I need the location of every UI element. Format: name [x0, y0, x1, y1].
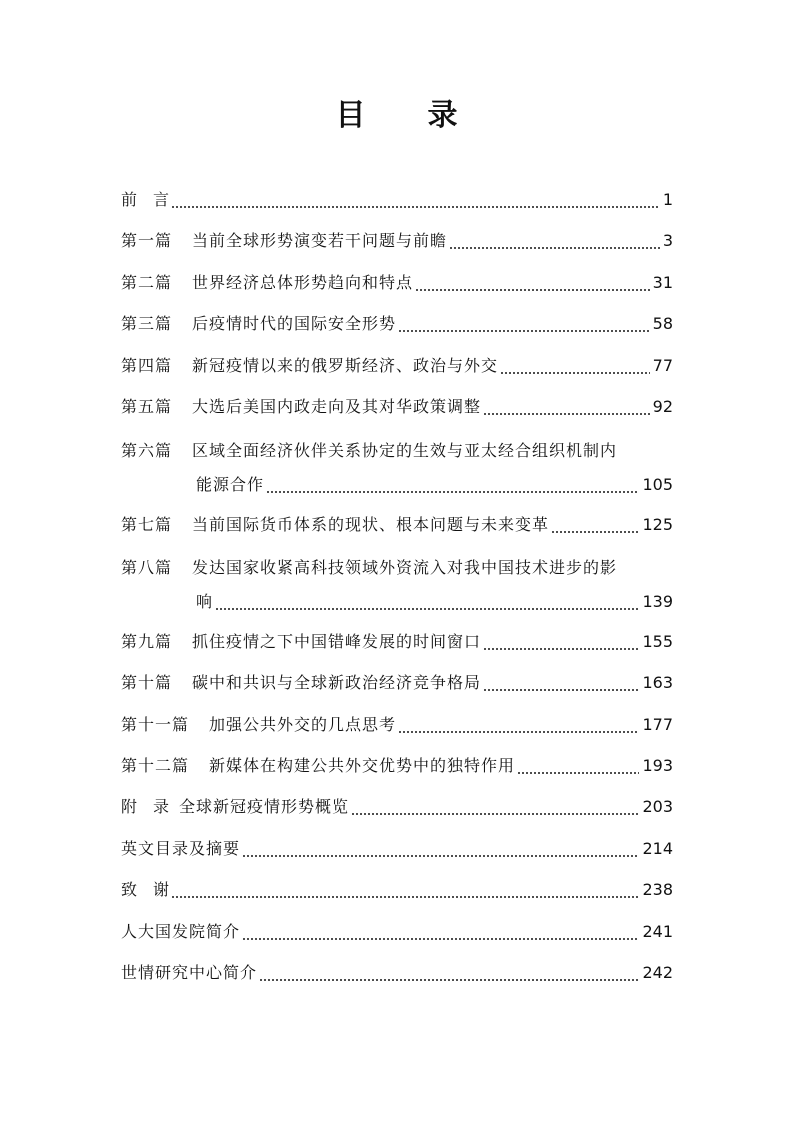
dot-leader — [415, 289, 650, 291]
entry-label: 第六篇 — [121, 440, 173, 460]
toc-entry-8[interactable] — [121, 546, 673, 626]
toc-entry-3[interactable] — [121, 304, 673, 344]
toc-entry-12[interactable] — [121, 746, 673, 786]
entry-page-number: 193 — [642, 756, 673, 775]
toc-entry-11[interactable] — [121, 705, 673, 745]
dot-leader — [259, 979, 639, 981]
dot-leader — [449, 247, 660, 249]
entry-page-number: 92 — [652, 397, 673, 416]
entry-page-number: 155 — [642, 632, 673, 651]
entry-page-number: 214 — [642, 839, 673, 858]
entry-page-number: 58 — [652, 314, 673, 333]
toc-entry-4[interactable] — [121, 346, 673, 386]
toc-entry-10[interactable] — [121, 663, 673, 703]
entry-title-line-2: 能源合作 — [196, 475, 265, 494]
dot-leader — [266, 491, 639, 493]
title-char-2: 录 — [427, 98, 458, 133]
dot-leader — [500, 372, 650, 374]
dot-leader — [551, 531, 639, 533]
dot-leader — [398, 731, 639, 733]
entry-label: 致 谢 — [121, 880, 170, 899]
entry-page-number: 139 — [642, 592, 673, 611]
entry-title: 碳中和共识与全球新政治经济竞争格局 — [192, 673, 482, 692]
entry-label: 第一篇 — [121, 231, 173, 250]
entry-label: 第三篇 — [121, 314, 173, 333]
entry-page-number: 203 — [642, 797, 673, 816]
title-char-1: 目 — [335, 98, 366, 133]
entry-page-number: 3 — [662, 231, 673, 250]
entry-page-number: 125 — [642, 515, 673, 534]
toc-entry-appendix[interactable] — [121, 787, 673, 827]
entry-label: 第十篇 — [121, 673, 173, 692]
entry-label: 第四篇 — [121, 356, 173, 375]
entry-title-line-1: 发达国家收紧高科技领域外资流入对我中国技术进步的影 — [192, 557, 618, 577]
entry-label: 第二篇 — [121, 273, 173, 292]
entry-title-line-2: 响 — [196, 592, 214, 611]
entry-title: 后疫情时代的国际安全形势 — [192, 314, 397, 333]
entry-title: 新冠疫情以来的俄罗斯经济、政治与外交 — [192, 356, 499, 375]
entry-page-number: 163 — [642, 673, 673, 692]
dot-leader — [171, 206, 660, 208]
dot-leader — [171, 896, 639, 898]
toc-entry-6[interactable] — [121, 429, 673, 509]
entry-label: 附 录 — [121, 797, 170, 816]
entry-label: 第九篇 — [121, 632, 173, 651]
entry-title: 世情研究中心简介 — [121, 963, 258, 982]
toc-entry-1[interactable] — [121, 221, 673, 261]
entry-page-number: 241 — [642, 922, 673, 941]
entry-page-number: 238 — [642, 880, 673, 899]
entry-label: 第五篇 — [121, 397, 173, 416]
toc-entry-preface[interactable] — [121, 180, 673, 220]
dot-leader — [242, 855, 639, 857]
dot-leader — [215, 608, 639, 610]
toc-entry-english-abstract[interactable] — [121, 829, 673, 869]
entry-label: 第十二篇 — [121, 756, 190, 775]
entry-page-number: 242 — [642, 963, 673, 982]
dot-leader — [483, 413, 650, 415]
entry-title: 抓住疫情之下中国错峰发展的时间窗口 — [192, 632, 482, 651]
entry-title: 当前全球形势演变若干问题与前瞻 — [192, 231, 448, 250]
entry-page-number: 77 — [652, 356, 673, 375]
entry-title: 人大国发院简介 — [121, 922, 241, 941]
entry-label: 第八篇 — [121, 557, 173, 577]
toc-entry-center-intro[interactable] — [121, 953, 673, 993]
entry-title: 世界经济总体形势趋向和特点 — [192, 273, 414, 292]
dot-leader — [483, 689, 639, 691]
entry-title: 全球新冠疫情形势概览 — [179, 797, 350, 816]
entry-page-number: 105 — [642, 475, 673, 494]
dot-leader — [517, 772, 639, 774]
entry-title-line-1: 区域全面经济伙伴关系协定的生效与亚太经合组织机制内 — [192, 440, 618, 460]
entry-label: 第七篇 — [121, 515, 173, 534]
toc-entry-acknowledgements[interactable] — [121, 870, 673, 910]
toc-entry-2[interactable] — [121, 263, 673, 303]
toc-entry-5[interactable] — [121, 387, 673, 427]
entry-title: 加强公共外交的几点思考 — [209, 715, 397, 734]
dot-leader — [398, 330, 650, 332]
entry-title: 当前国际货币体系的现状、根本问题与未来变革 — [192, 515, 550, 534]
entry-title: 大选后美国内政走向及其对华政策调整 — [192, 397, 482, 416]
entry-page-number: 177 — [642, 715, 673, 734]
toc-entry-institute-intro[interactable] — [121, 912, 673, 952]
entry-title: 新媒体在构建公共外交优势中的独特作用 — [209, 756, 516, 775]
toc-entry-7[interactable] — [121, 505, 673, 545]
dot-leader — [483, 648, 639, 650]
entry-page-number: 1 — [662, 190, 673, 209]
dot-leader — [242, 938, 639, 940]
entry-label: 第十一篇 — [121, 715, 190, 734]
dot-leader — [351, 813, 639, 815]
entry-page-number: 31 — [652, 273, 673, 292]
toc-entry-9[interactable] — [121, 622, 673, 662]
entry-label: 前 言 — [121, 190, 170, 209]
entry-title: 英文目录及摘要 — [121, 839, 241, 858]
page-title — [0, 96, 793, 136]
